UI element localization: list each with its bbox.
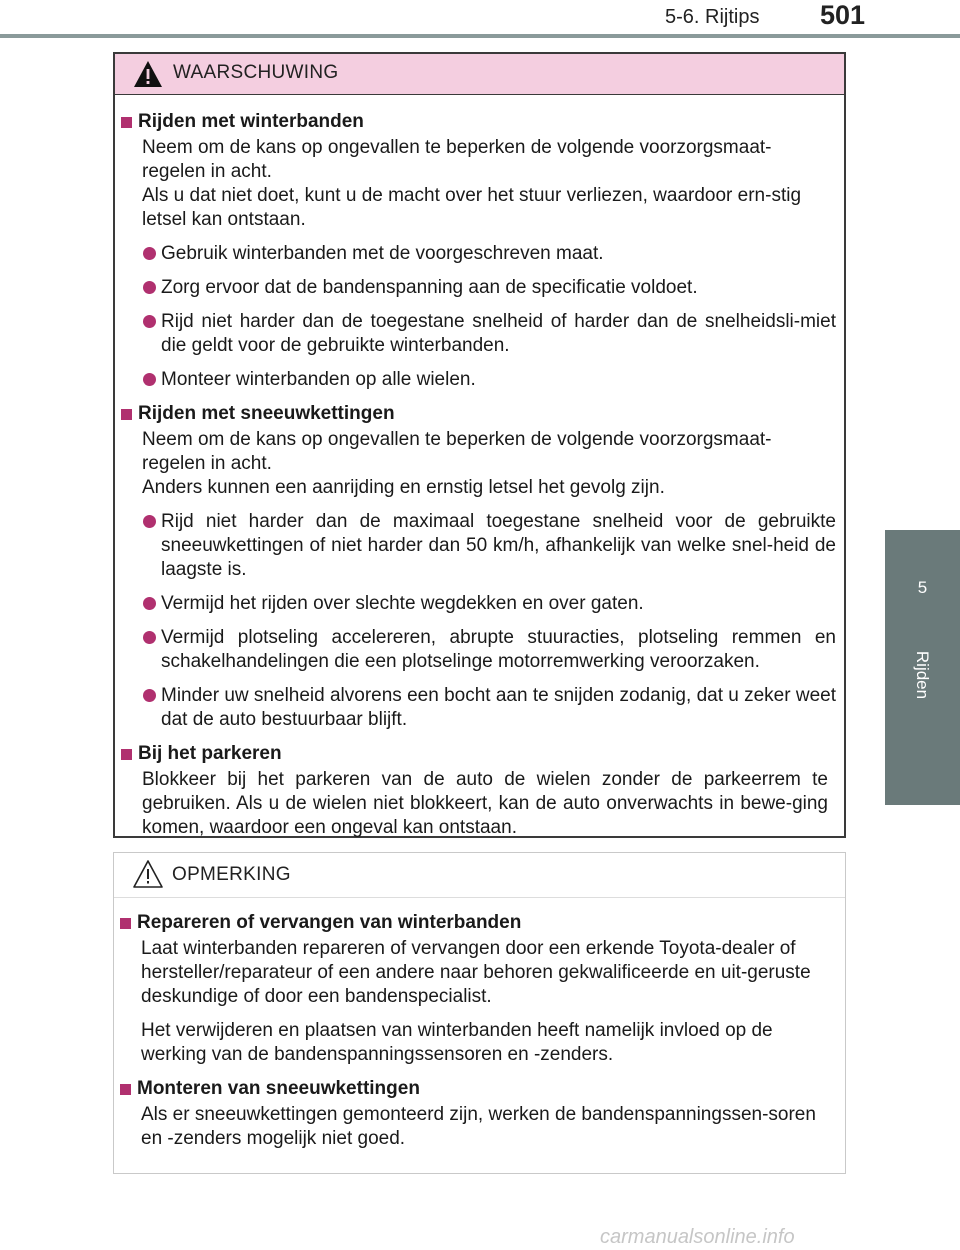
round-bullet-icon: [143, 515, 156, 528]
note-box: [113, 852, 846, 1174]
list-item: Vermijd het rijden over slechte wegdekken en over gaten.: [142, 592, 836, 616]
warning-content: [115, 110, 844, 840]
warning-title: WAARSCHUWING: [173, 62, 339, 83]
round-bullet-icon: [143, 597, 156, 610]
section-body: Als er sneeuwkettingen gemonteerd zijn, werken de bandenspanningssen-soren en -zenders mogelijk niet goed.: [141, 1104, 816, 1149]
caution-triangle-icon: [132, 859, 164, 889]
square-bullet-icon: [120, 1084, 131, 1095]
round-bullet-icon: [143, 689, 156, 702]
chapter-side-tab: [885, 530, 960, 805]
chapter-label: Rijden: [913, 650, 932, 700]
section-intro: Neem om de kans op ongevallen te beperken de volgende voorzorgsmaat-regelen in acht. Als u dat niet doet, kunt u de macht over het stuur verliezen, waardoor ern-stig letsel kan ontstaan.: [142, 137, 802, 230]
list-item: Monteer winterbanden op alle wielen.: [142, 368, 836, 392]
warning-triangle-icon: [133, 60, 163, 88]
warning-box: [113, 52, 846, 838]
page-number: 501: [820, 0, 866, 30]
square-bullet-icon: [121, 117, 132, 128]
section-heading: Monteren van sneeuwkettingen: [114, 1077, 845, 1101]
watermark: carmanualsonline.info: [600, 1226, 795, 1248]
list-item: Vermijd plotseling accelereren, abrupte stuuracties, plotseling remmen en schakelhandelingen die een plotselinge motorremwerking veroorzaken.: [142, 626, 836, 674]
round-bullet-icon: [143, 247, 156, 260]
round-bullet-icon: [143, 315, 156, 328]
section-heading: Repareren of vervangen van winterbanden: [114, 911, 845, 935]
section-intro: Blokkeer bij het parkeren van de auto de wielen zonder de parkeerrem te gebruiken. Als u de wielen niet blokkeert, kan de auto onverwachts in bewe-ging komen, waardoor een ongeval kan ontstaan.: [142, 769, 828, 838]
bullet-list: [115, 510, 844, 732]
list-item: Rijd niet harder dan de toegestane snelheid of harder dan de snelheidsli-miet die geldt voor de gebruikte winterbanden.: [142, 310, 836, 358]
section-title: 5-6. Rijtips: [665, 6, 760, 28]
warning-header: [115, 54, 844, 95]
round-bullet-icon: [143, 281, 156, 294]
square-bullet-icon: [121, 409, 132, 420]
list-item: Zorg ervoor dat de bandenspanning aan de specificatie voldoet.: [142, 276, 836, 300]
square-bullet-icon: [120, 918, 131, 929]
header-divider: [0, 34, 960, 38]
section-heading: Rijden met winterbanden: [115, 110, 844, 134]
chapter-number: 5: [917, 578, 928, 597]
section-heading: Bij het parkeren: [115, 742, 844, 766]
round-bullet-icon: [143, 631, 156, 644]
note-content: [114, 911, 845, 1151]
list-item: Gebruik winterbanden met de voorgeschreven maat.: [142, 242, 836, 266]
section-body: Laat winterbanden repareren of vervangen door een erkende Toyota-dealer of hersteller/reparateur of een andere naar behoren gekwalificeerde en uit-geruste deskundige of door een bandenspecialist. Het verwijderen en plaatsen van winterbanden heeft namelijk invloed op de werking van de bandenspanningssensoren en -zenders.: [141, 938, 811, 1065]
section-heading: Rijden met sneeuwkettingen: [115, 402, 844, 426]
list-item: Minder uw snelheid alvorens een bocht aan te snijden zodanig, dat u zeker weet dat de auto bestuurbaar blijft.: [142, 684, 836, 732]
bullet-list: [115, 242, 844, 392]
note-title: OPMERKING: [172, 864, 291, 885]
list-item: Rijd niet harder dan de maximaal toegestane snelheid voor de gebruikte sneeuwkettingen of niet harder dan 50 km/h, afhankelijk van welke snel-heid de laagste is.: [142, 510, 836, 582]
round-bullet-icon: [143, 373, 156, 386]
section-intro: Neem om de kans op ongevallen te beperken de volgende voorzorgsmaat-regelen in acht. Anders kunnen een aanrijding en ernstig letsel het gevolg zijn.: [142, 429, 772, 498]
square-bullet-icon: [121, 749, 132, 760]
note-header: [114, 853, 845, 898]
